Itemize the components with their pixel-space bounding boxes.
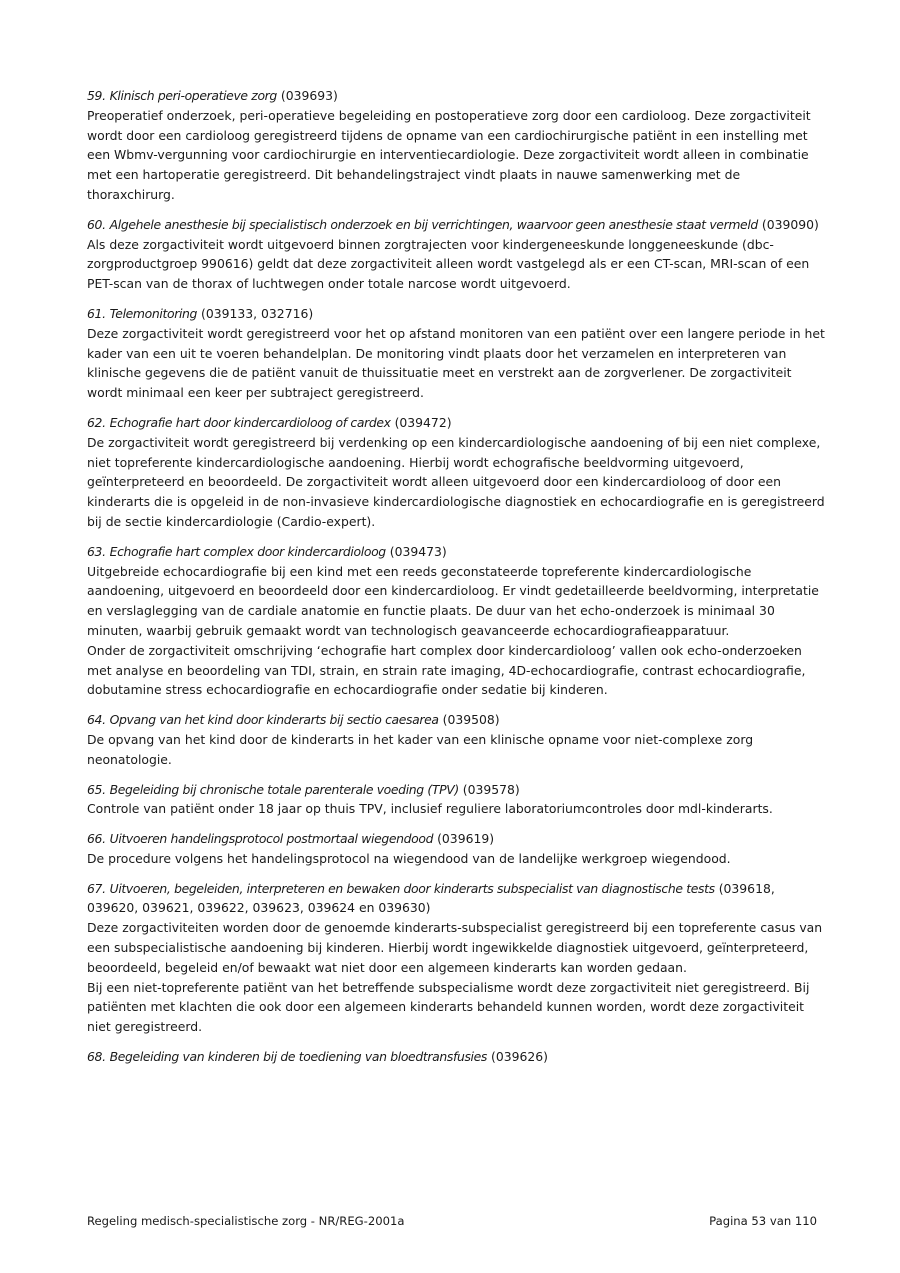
section-title: Uitvoeren handelingsprotocol postmortaal wiegendood (109, 831, 434, 847)
section-paragraph: De procedure volgens het handelingsprotocol na wiegendood van de landelijke werkgroep wiegendood. (87, 850, 731, 866)
section-title: Uitvoeren, begeleiden, interpreteren en bewaken door kinderarts subspecialist van diagnostische tests (109, 880, 715, 896)
section-title: Opvang van het kind door kinderarts bij sectio caesarea (109, 712, 439, 728)
section (87, 1047, 827, 1067)
section-heading (87, 710, 827, 730)
section (87, 542, 827, 700)
section-number: 63. (87, 543, 106, 559)
section-heading (87, 829, 827, 849)
section-heading (87, 1047, 827, 1067)
section (87, 879, 827, 1037)
section (87, 215, 827, 294)
section-heading (87, 413, 827, 433)
section-title: Echografie hart complex door kindercardioloog (109, 543, 386, 559)
section-code: (039473) (389, 543, 447, 559)
section-heading (87, 879, 827, 919)
section-number: 61. (87, 305, 106, 321)
section-title: Algehele anesthesie bij specialistisch onderzoek en bij verrichtingen, waarvoor geen anesthesie staat vermeld (109, 216, 758, 232)
section-number: 62. (87, 414, 106, 430)
section-code: (039133, 032716) (201, 305, 314, 321)
section-code: (039090) (761, 216, 819, 232)
section-code: (039578) (462, 781, 520, 797)
section-paragraph: De opvang van het kind door de kinderarts in het kader van een klinische opname voor niet-complexe zorg neonatologie. (87, 731, 754, 767)
section-paragraph: Onder de zorgactiviteit omschrijving ‘echografie hart complex door kindercardioloog’ vallen ook echo-onderzoeken met analyse en beoordeling van TDI, strain, en strain rate imaging, 4D-echocardiografie, contrast echocardiografie, dobutamine stress echocardiografie en echocardiografie onder sedatie bij kinderen. (87, 642, 806, 698)
section-code: (039626) (490, 1049, 548, 1065)
section-title: Klinisch peri-operatieve zorg (109, 88, 277, 103)
section-number: 60. (87, 216, 106, 232)
section-number: 64. (87, 712, 106, 728)
section (87, 710, 827, 769)
section-title: Begeleiding bij chronische totale parenterale voeding (TPV) (109, 781, 459, 797)
section-title: Begeleiding van kinderen bij de toediening van bloedtransfusies (109, 1049, 488, 1065)
footer-page-number: Pagina 53 van 110 (709, 1214, 817, 1228)
section-code: (039472) (394, 414, 452, 430)
section-number: 68. (87, 1049, 106, 1065)
section-heading (87, 215, 827, 235)
section (87, 829, 827, 869)
section-number: 59. (87, 88, 106, 103)
section (87, 304, 827, 403)
section-paragraph: Uitgebreide echocardiografie bij een kind met een reeds geconstateerde topreferente kindercardiologische aandoening, uitgevoerd en beoordeeld door een kindercardioloog. Er vindt gedetailleerde beeldvorming, interpretatie en verslaglegging van de cardiale anatomie en functie plaats. De duur van het echo-onderzoek is minimaal 30 minuten, waarbij gebruik gemaakt wordt van technologisch geavanceerde echocardiografieapparatuur. (87, 563, 819, 638)
section-code: (039619) (437, 831, 495, 847)
section-title: Telemonitoring (109, 305, 198, 321)
section-title: Echografie hart door kindercardioloog of cardex (109, 414, 391, 430)
section-paragraph: Deze zorgactiviteiten worden door de genoemde kinderarts-subspecialist geregistreerd bij een topreferente casus van een subspecialistische aandoening bij kinderen. Hierbij wordt ingewikkelde diagnostiek uitgevoerd, geïnterpreteerd, beoordeeld, begeleid en/of bewaakt wat niet door een algemeen kinderarts kan worden gedaan. (87, 920, 823, 975)
section-paragraph: Deze zorgactiviteit wordt geregistreerd voor het op afstand monitoren van een patiënt over een langere periode in het kader van een uit te voeren behandelplan. De monitoring vindt plaats door het verzamelen en interpreteren van klinische gegevens die de patiënt vanuit de thuissituatie meet en verstrekt aan de zorgverlener. De zorgactiviteit wordt minimaal een keer per subtraject geregistreerd. (87, 325, 825, 401)
page-footer (87, 1213, 817, 1229)
footer-document-title: Regeling medisch-specialistische zorg - NR/REG-2001a (87, 1214, 405, 1228)
section-heading (87, 780, 827, 800)
section (87, 780, 827, 820)
section-paragraph: Preoperatief onderzoek, peri-operatieve begeleiding en postoperatieve zorg door een cardioloog. Deze zorgactiviteit wordt door een cardioloog geregistreerd tijdens de opname van een cardiochirurgische patiënt in een instelling met een Wbmv-vergunning voor cardiochirurgie en interventiecardiologie. Deze zorgactiviteit wordt alleen in combinatie met een hartoperatie geregistreerd. Dit behandelingstraject vindt plaats in nauwe samenwerking met de thoraxchirurg. (87, 107, 811, 202)
section-code: (039508) (442, 712, 500, 728)
section-number: 65. (87, 781, 106, 797)
section (87, 413, 827, 532)
section-paragraph: De zorgactiviteit wordt geregistreerd bij verdenking op een kindercardiologische aandoening of bij een niet complexe, niet topreferente kindercardiologische aandoening. Hierbij wordt echografische beeldvorming uitgevoerd, geïnterpreteerd en beoordeeld. De zorgactiviteit wordt alleen uitgevoerd door een kindercardioloog of door een kinderarts die is opgeleid in de non-invasieve kindercardiologische diagnostiek en echocardiografie en is geregistreerd bij de sectie kindercardiologie (Cardio-expert). (87, 434, 825, 529)
document-body (87, 86, 827, 1077)
section-heading (87, 542, 827, 562)
section-paragraph: Controle van patiënt onder 18 jaar op thuis TPV, inclusief reguliere laboratoriumcontroles door mdl-kinderarts. (87, 801, 773, 817)
section-heading (87, 304, 827, 324)
section-code: (039693) (280, 88, 338, 103)
section-number: 66. (87, 831, 106, 847)
section-code: (039618, 039620, 039621, 039622, 039623, 039624 en 039630) (87, 880, 775, 916)
section-number: 67. (87, 880, 106, 896)
section-paragraph: Bij een niet-topreferente patiënt van het betreffende subspecialisme wordt deze zorgactiviteit niet geregistreerd. Bij patiënten met klachten die ook door een algemeen kinderarts behandeld kunnen worden, wordt deze zorgactiviteit niet geregistreerd. (87, 979, 810, 1035)
section-heading (87, 86, 827, 106)
section-paragraph: Als deze zorgactiviteit wordt uitgevoerd binnen zorgtrajecten voor kindergeneeskunde longgeneeskunde (dbc-zorgproductgroep 990616) geldt dat deze zorgactiviteit alleen wordt vastgelegd als er een CT-scan, MRI-scan of een PET-scan van de thorax of luchtwegen onder totale narcose wordt uitgevoerd. (87, 236, 810, 292)
section (87, 86, 827, 205)
